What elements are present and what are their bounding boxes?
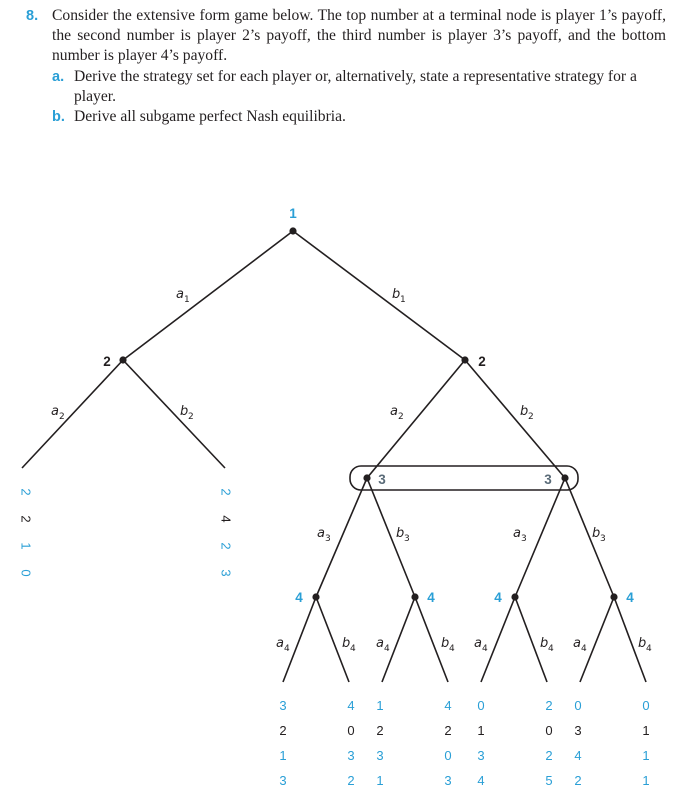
payoff-leaf3-player3: 1 <box>279 748 287 763</box>
payoff-leaf4-player3: 3 <box>347 748 355 763</box>
payoff-leaf10-player4: 1 <box>642 773 650 788</box>
payoff-leaf7-player4: 4 <box>477 773 485 788</box>
payoff-leaf10-player1: 0 <box>642 698 650 713</box>
payoff-leaf9-player3: 4 <box>574 748 582 763</box>
payoff-leaf6-player2: 2 <box>444 723 452 738</box>
tree-edge-root-1 <box>293 231 465 360</box>
action-label-b1-subscript: 1 <box>400 295 406 305</box>
payoff-leaf4-player1: 4 <box>347 698 355 713</box>
action-label-b4-4-subscript: 4 <box>449 644 455 654</box>
action-label-a3-right-subscript: 3 <box>521 534 527 544</box>
payoff-leaf5-player2: 2 <box>376 723 384 738</box>
decision-node-p2L <box>119 356 126 363</box>
payoff-leaf7-player1: 0 <box>477 698 485 713</box>
part-b-label: b. <box>52 109 65 126</box>
player-label-3-right: 3 <box>544 472 552 487</box>
tree-edge-p4c-14 <box>481 597 515 682</box>
payoff-leaf10-player3: 1 <box>642 748 650 763</box>
player-label-4-node1: 4 <box>295 590 303 605</box>
decision-node-p4c <box>511 593 518 600</box>
decision-node-root <box>289 227 296 234</box>
payoff-leaf6-player4: 3 <box>444 773 452 788</box>
part-a-label: a. <box>52 68 65 85</box>
action-label-b3-left-subscript: 3 <box>404 534 410 544</box>
payoff-leaf3-player4: 3 <box>279 773 287 788</box>
action-label-b4-2: b <box>342 636 351 651</box>
payoff-leaf8-player2: 0 <box>545 723 553 738</box>
action-label-b4-4: b <box>441 636 450 651</box>
payoff-leaf2-player3: 2 <box>218 542 234 550</box>
payoff-leaf9-player1: 0 <box>574 698 582 713</box>
payoff-leaf4-player4: 2 <box>347 773 355 788</box>
action-label-b4-8-subscript: 4 <box>646 644 652 654</box>
problem-number: 8. <box>26 8 39 24</box>
tree-edge-p2R-5 <box>465 360 565 478</box>
payoff-leaf1-player2: 2 <box>18 515 34 523</box>
action-label-b2-left-subscript: 2 <box>188 412 194 422</box>
action-label-a4-1-subscript: 4 <box>284 644 290 654</box>
payoff-leaf2-player4: 3 <box>218 569 234 577</box>
payoff-leaf2-player2: 4 <box>218 515 234 523</box>
action-label-a1-subscript: 1 <box>184 295 190 305</box>
tree-edge-p2L-3 <box>123 360 225 468</box>
part-b-text: Derive all subgame perfect Nash equilibria. <box>74 108 346 126</box>
action-label-b2-right-subscript: 2 <box>528 412 534 422</box>
payoff-leaf1-player1: 2 <box>18 488 34 496</box>
payoff-leaf6-player1: 4 <box>444 698 452 713</box>
player-label-4-node2: 4 <box>427 590 435 605</box>
action-label-b4-6-subscript: 4 <box>548 644 554 654</box>
decision-node-p2R <box>461 356 468 363</box>
decision-node-p3R <box>561 474 568 481</box>
action-label-b3-right-subscript: 3 <box>600 534 606 544</box>
payoff-leaf10-player2: 1 <box>642 723 650 738</box>
player-label-2-left: 2 <box>103 354 111 369</box>
player-label-3-left: 3 <box>378 472 386 487</box>
payoff-leaf9-player2: 3 <box>574 723 582 738</box>
tree-edge-p3R-9 <box>565 478 614 597</box>
action-label-b4-6: b <box>540 636 549 651</box>
action-label-a1: a <box>176 287 184 302</box>
decision-node-p4a <box>312 593 319 600</box>
payoff-leaf1-player3: 1 <box>18 542 34 550</box>
action-label-a3-right: a <box>513 526 521 541</box>
payoff-leaf7-player3: 3 <box>477 748 485 763</box>
tree-edge-p4d-16 <box>580 597 614 682</box>
action-label-a3-left: a <box>317 526 325 541</box>
payoff-leaf8-player1: 2 <box>545 698 553 713</box>
decision-node-p4b <box>411 593 418 600</box>
action-label-a4-1: a <box>276 636 284 651</box>
player-label-4-node3: 4 <box>494 590 502 605</box>
tree-edge-p4a-10 <box>283 597 316 682</box>
payoff-leaf9-player4: 2 <box>574 773 582 788</box>
action-label-a4-7-subscript: 4 <box>581 644 587 654</box>
action-label-b1: b <box>392 287 401 302</box>
tree-edge-p2R-4 <box>367 360 465 478</box>
payoff-leaf7-player2: 1 <box>477 723 485 738</box>
payoff-leaf8-player3: 2 <box>545 748 553 763</box>
action-label-a2-right: a <box>390 404 398 419</box>
payoff-leaf5-player1: 1 <box>376 698 384 713</box>
action-label-a4-3: a <box>376 636 384 651</box>
action-label-b4-8: b <box>638 636 647 651</box>
action-label-a4-3-subscript: 4 <box>384 644 390 654</box>
payoff-leaf3-player2: 2 <box>279 723 287 738</box>
player-label-1: 1 <box>289 206 297 221</box>
problem-text: Consider the extensive form game below. The top number at a terminal node is player 1’s payoff, the second number is player 2’s payoff, the third number is player 3’s payoff, and the bottom number is player 4’s payoff. <box>52 7 666 65</box>
action-label-a4-5-subscript: 4 <box>482 644 488 654</box>
action-label-a3-left-subscript: 3 <box>325 534 331 544</box>
part-a-text: Derive the strategy set for each player or, alternatively, state a representative strategy for a player. <box>74 67 637 105</box>
tree-edge-p4b-12 <box>382 597 415 682</box>
payoff-leaf2-player1: 2 <box>218 488 234 496</box>
payoff-leaf1-player4: 0 <box>18 569 34 577</box>
action-label-b3-right: b <box>592 526 601 541</box>
action-label-b3-left: b <box>396 526 405 541</box>
action-label-a4-7: a <box>573 636 581 651</box>
decision-node-p4d <box>610 593 617 600</box>
payoff-leaf6-player3: 0 <box>444 748 452 763</box>
payoff-leaf8-player4: 5 <box>545 773 553 788</box>
action-label-b2-right: b <box>520 404 529 419</box>
payoff-leaf3-player1: 3 <box>279 698 287 713</box>
decision-node-p3L <box>363 474 370 481</box>
tree-edge-p2L-2 <box>22 360 123 468</box>
tree-edge-root-0 <box>123 231 293 360</box>
action-label-a2-left-subscript: 2 <box>59 412 65 422</box>
action-label-b4-2-subscript: 4 <box>350 644 356 654</box>
player-label-4-node4: 4 <box>626 590 634 605</box>
action-label-b2-left: b <box>180 404 189 419</box>
action-label-a2-left: a <box>51 404 59 419</box>
action-label-a4-5: a <box>474 636 482 651</box>
action-label-a2-right-subscript: 2 <box>398 412 404 422</box>
payoff-leaf5-player3: 3 <box>376 748 384 763</box>
payoff-leaf5-player4: 1 <box>376 773 384 788</box>
payoff-leaf4-player2: 0 <box>347 723 355 738</box>
player-label-2-right: 2 <box>478 354 486 369</box>
